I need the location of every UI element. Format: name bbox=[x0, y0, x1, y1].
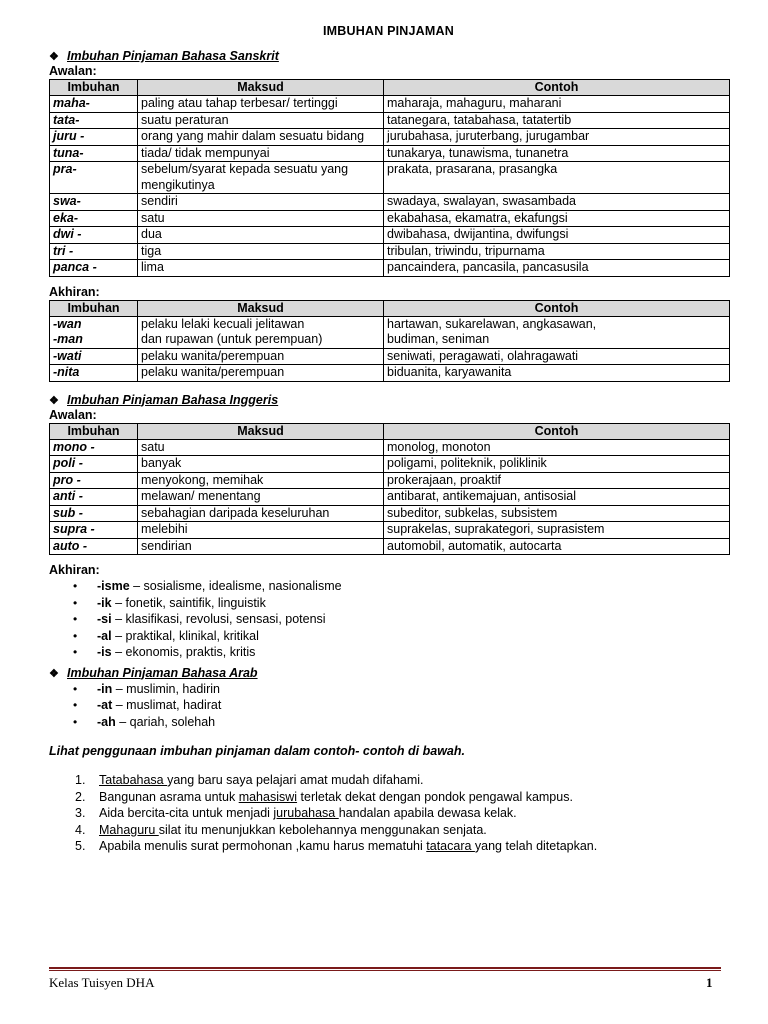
suffix-label: -is bbox=[97, 645, 112, 659]
contoh-cell: biduanita, karyawanita bbox=[384, 365, 730, 382]
sentence-text: silat itu menunjukkan kebolehannya menggunakan senjata. bbox=[158, 822, 487, 837]
imbuhan-cell: auto - bbox=[50, 538, 138, 555]
document-page bbox=[49, 24, 728, 855]
suffix-examples: – ekonomis, praktis, kritis bbox=[111, 645, 256, 659]
header-imbuhan: Imbuhan bbox=[50, 423, 138, 439]
header-maksud: Maksud bbox=[138, 80, 384, 96]
contoh-cell: swadaya, swalayan, swasambada bbox=[384, 194, 730, 211]
table-row bbox=[50, 489, 730, 506]
header-imbuhan: Imbuhan bbox=[50, 80, 138, 96]
footer-divider-thin bbox=[49, 970, 721, 971]
diamond-bullet-icon: ❖ bbox=[49, 667, 59, 680]
contoh-cell: maharaja, mahaguru, maharani bbox=[384, 96, 730, 113]
sanskrit-akhiran-table bbox=[49, 300, 730, 382]
imbuhan-cell: -wati bbox=[50, 348, 138, 365]
maksud-cell: sendirian bbox=[138, 538, 384, 555]
table-row bbox=[50, 227, 730, 244]
table-row bbox=[50, 538, 730, 555]
imbuhan-cell: anti - bbox=[50, 489, 138, 506]
page-number: 1 bbox=[706, 975, 713, 990]
maksud-cell: sendiri bbox=[138, 194, 384, 211]
imbuhan-cell: juru - bbox=[50, 129, 138, 146]
example-number: 5. bbox=[75, 839, 86, 853]
sanskrit-awalan-table bbox=[49, 79, 730, 277]
maksud-cell: sebelum/syarat kepada sesuatu yang mengikutinya bbox=[138, 162, 384, 194]
maksud-cell: lima bbox=[138, 260, 384, 277]
bullet-icon: • bbox=[73, 681, 78, 696]
sentence-text: terletak dekat dengan pondok pengawal kampus. bbox=[297, 789, 573, 804]
imbuhan-cell: tri - bbox=[50, 243, 138, 260]
maksud-cell: satu bbox=[138, 210, 384, 227]
header-maksud: Maksud bbox=[138, 423, 384, 439]
example-number: 1. bbox=[75, 773, 86, 787]
bullet-icon: • bbox=[73, 612, 78, 626]
example-sentence bbox=[75, 805, 728, 822]
table-row bbox=[50, 145, 730, 162]
contoh-cell: antibarat, antikemajuan, antisosial bbox=[384, 489, 730, 506]
contoh-cell: pancaindera, pancasila, pancasusila bbox=[384, 260, 730, 277]
table-row bbox=[50, 456, 730, 473]
imbuhan-cell: pra- bbox=[50, 162, 138, 194]
header-imbuhan: Imbuhan bbox=[50, 300, 138, 316]
table-row bbox=[50, 112, 730, 129]
imbuhan-cell: maha- bbox=[50, 96, 138, 113]
list-item bbox=[75, 611, 728, 628]
suffix-label: -isme bbox=[97, 579, 130, 593]
list-item bbox=[75, 628, 728, 645]
maksud-cell: tiga bbox=[138, 243, 384, 260]
table-row bbox=[50, 162, 730, 194]
highlighted-word: jurubahasa bbox=[273, 806, 339, 820]
list-item bbox=[75, 644, 728, 661]
maksud-cell: melebihi bbox=[138, 522, 384, 539]
table-row bbox=[50, 522, 730, 539]
table-row bbox=[50, 316, 730, 348]
suffix-examples: – klasifikasi, revolusi, sensasi, potensi bbox=[111, 612, 326, 626]
examples-list bbox=[49, 772, 728, 855]
contoh-cell: tribulan, triwindu, tripurnama bbox=[384, 243, 730, 260]
highlighted-word: mahasiswi bbox=[238, 789, 298, 804]
contoh-cell: jurubahasa, juruterbang, jurugambar bbox=[384, 129, 730, 146]
imbuhan-cell: -wan -man bbox=[50, 316, 138, 348]
suffix-label: -ik bbox=[97, 595, 112, 610]
contoh-cell: prakata, prasarana, prasangka bbox=[384, 162, 730, 194]
example-sentence bbox=[75, 789, 728, 806]
example-number: 4. bbox=[75, 822, 86, 837]
arab-akhiran-list bbox=[49, 681, 728, 731]
akhiran-label-inggeris: Akhiran: bbox=[49, 563, 100, 577]
contoh-cell: seniwati, peragawati, olahragawati bbox=[384, 348, 730, 365]
maksud-cell: pelaku lelaki kecuali jelitawan dan rupawan (untuk perempuan) bbox=[138, 316, 384, 348]
header-contoh: Contoh bbox=[384, 423, 730, 439]
highlighted-word: tatacara bbox=[426, 839, 475, 853]
table-row bbox=[50, 472, 730, 489]
contoh-cell: tunakarya, tunawisma, tunanetra bbox=[384, 145, 730, 162]
table-row bbox=[50, 505, 730, 522]
suffix-examples: – sosialisme, idealisme, nasionalisme bbox=[129, 579, 342, 593]
section-heading-sanskrit: ❖ Imbuhan Pinjaman Bahasa Sanskrit bbox=[49, 49, 279, 63]
inggeris-akhiran-list bbox=[49, 578, 728, 661]
sentence-text: yang telah ditetapkan. bbox=[474, 839, 598, 853]
maksud-cell: dua bbox=[138, 227, 384, 244]
bullet-icon: • bbox=[73, 595, 78, 610]
contoh-cell: poligami, politeknik, poliklinik bbox=[384, 456, 730, 473]
maksud-cell: tiada/ tidak mempunyai bbox=[138, 145, 384, 162]
awalan-label-inggeris: Awalan: bbox=[49, 407, 97, 422]
contoh-cell: monolog, monoton bbox=[384, 439, 730, 456]
example-sentence bbox=[75, 772, 728, 789]
header-contoh: Contoh bbox=[384, 300, 730, 316]
table-row bbox=[50, 260, 730, 277]
awalan-label-sanskrit: Awalan: bbox=[49, 64, 97, 78]
imbuhan-cell: swa- bbox=[50, 194, 138, 211]
maksud-cell: suatu peraturan bbox=[138, 112, 384, 129]
header-maksud: Maksud bbox=[138, 300, 384, 316]
contoh-cell: prokerajaan, proaktif bbox=[384, 472, 730, 489]
contoh-cell: hartawan, sukarelawan, angkasawan, budiman, seniman bbox=[384, 316, 730, 348]
maksud-cell: menyokong, memihak bbox=[138, 472, 384, 489]
highlighted-word: Mahaguru bbox=[99, 822, 159, 837]
bullet-icon: • bbox=[73, 579, 78, 593]
table-row bbox=[50, 243, 730, 260]
maksud-cell: satu bbox=[138, 439, 384, 456]
maksud-cell: melawan/ menentang bbox=[138, 489, 384, 506]
bullet-icon: • bbox=[73, 628, 78, 643]
imbuhan-cell: tata- bbox=[50, 112, 138, 129]
contoh-cell: automobil, automatik, autocarta bbox=[384, 538, 730, 555]
imbuhan-cell: sub - bbox=[50, 505, 138, 522]
akhiran-label-sanskrit: Akhiran: bbox=[49, 284, 100, 299]
suffix-examples: – muslimat, hadirat bbox=[112, 698, 222, 712]
imbuhan-cell: tuna- bbox=[50, 145, 138, 162]
contoh-cell: subeditor, subkelas, subsistem bbox=[384, 505, 730, 522]
list-item bbox=[75, 578, 728, 595]
example-sentence bbox=[75, 822, 728, 839]
example-sentence bbox=[75, 838, 728, 855]
sentence-text: handalan apabila dewasa kelak. bbox=[338, 806, 517, 820]
inggeris-awalan-table bbox=[49, 423, 730, 556]
highlighted-word: Tatabahasa bbox=[99, 773, 168, 787]
table-row bbox=[50, 210, 730, 227]
suffix-label: -al bbox=[97, 628, 112, 643]
diamond-bullet-icon: ❖ bbox=[49, 394, 59, 407]
bullet-icon: • bbox=[73, 645, 78, 659]
imbuhan-cell: panca - bbox=[50, 260, 138, 277]
bullet-icon: • bbox=[73, 698, 78, 712]
table-row bbox=[50, 348, 730, 365]
maksud-cell: orang yang mahir dalam sesuatu bidang bbox=[138, 129, 384, 146]
table-row bbox=[50, 365, 730, 382]
imbuhan-cell: mono - bbox=[50, 439, 138, 456]
sentence-text: Bangunan asrama untuk bbox=[99, 789, 239, 804]
example-number: 3. bbox=[75, 806, 86, 820]
imbuhan-cell: pro - bbox=[50, 472, 138, 489]
table-row bbox=[50, 194, 730, 211]
suffix-examples: – praktikal, klinikal, kritikal bbox=[111, 628, 259, 643]
suffix-examples: – fonetik, saintifik, linguistik bbox=[111, 595, 266, 610]
bullet-icon: • bbox=[73, 714, 78, 729]
list-item bbox=[75, 714, 728, 731]
list-item bbox=[75, 681, 728, 698]
maksud-cell: pelaku wanita/perempuan bbox=[138, 365, 384, 382]
maksud-cell: banyak bbox=[138, 456, 384, 473]
table-row bbox=[50, 96, 730, 113]
list-item bbox=[75, 697, 728, 714]
suffix-label: -si bbox=[97, 612, 112, 626]
document-title: IMBUHAN PINJAMAN bbox=[323, 24, 454, 38]
suffix-examples: – muslimin, hadirin bbox=[112, 681, 220, 696]
contoh-cell: ekabahasa, ekamatra, ekafungsi bbox=[384, 210, 730, 227]
header-contoh: Contoh bbox=[384, 80, 730, 96]
contoh-cell: tatanegara, tatabahasa, tatatertib bbox=[384, 112, 730, 129]
table-row bbox=[50, 439, 730, 456]
sentence-text: Apabila menulis surat permohonan ,kamu harus mematuhi bbox=[99, 839, 427, 853]
imbuhan-cell: -nita bbox=[50, 365, 138, 382]
imbuhan-cell: poli - bbox=[50, 456, 138, 473]
maksud-cell: pelaku wanita/perempuan bbox=[138, 348, 384, 365]
suffix-label: -ah bbox=[97, 714, 116, 729]
contoh-cell: dwibahasa, dwijantina, dwifungsi bbox=[384, 227, 730, 244]
table-header-row bbox=[50, 80, 730, 96]
contoh-cell: suprakelas, suprakategori, suprasistem bbox=[384, 522, 730, 539]
suffix-label: -in bbox=[97, 681, 113, 696]
suffix-examples: – qariah, solehah bbox=[115, 714, 216, 729]
section-heading-arab: ❖ Imbuhan Pinjaman Bahasa Arab bbox=[49, 665, 258, 680]
sentence-text: yang baru saya pelajari amat mudah difahami. bbox=[167, 773, 424, 787]
footer-divider bbox=[49, 967, 721, 969]
maksud-cell: sebahagian daripada keseluruhan bbox=[138, 505, 384, 522]
imbuhan-cell: eka- bbox=[50, 210, 138, 227]
suffix-label: -at bbox=[97, 698, 113, 712]
sentence-text: Aida bercita-cita untuk menjadi bbox=[99, 806, 274, 820]
diamond-bullet-icon: ❖ bbox=[49, 51, 59, 63]
imbuhan-cell: dwi - bbox=[50, 227, 138, 244]
instruction-text: Lihat penggunaan imbuhan pinjaman dalam contoh- contoh di bawah. bbox=[49, 744, 465, 758]
table-header-row bbox=[50, 300, 730, 316]
example-number: 2. bbox=[75, 789, 86, 804]
maksud-cell: paling atau tahap terbesar/ tertinggi bbox=[138, 96, 384, 113]
table-header-row bbox=[50, 423, 730, 439]
section-heading-inggeris: ❖ Imbuhan Pinjaman Bahasa Inggeris bbox=[49, 392, 279, 407]
table-row bbox=[50, 129, 730, 146]
list-item bbox=[75, 595, 728, 612]
footer-text: Kelas Tuisyen DHA bbox=[49, 975, 155, 990]
imbuhan-cell: supra - bbox=[50, 522, 138, 539]
